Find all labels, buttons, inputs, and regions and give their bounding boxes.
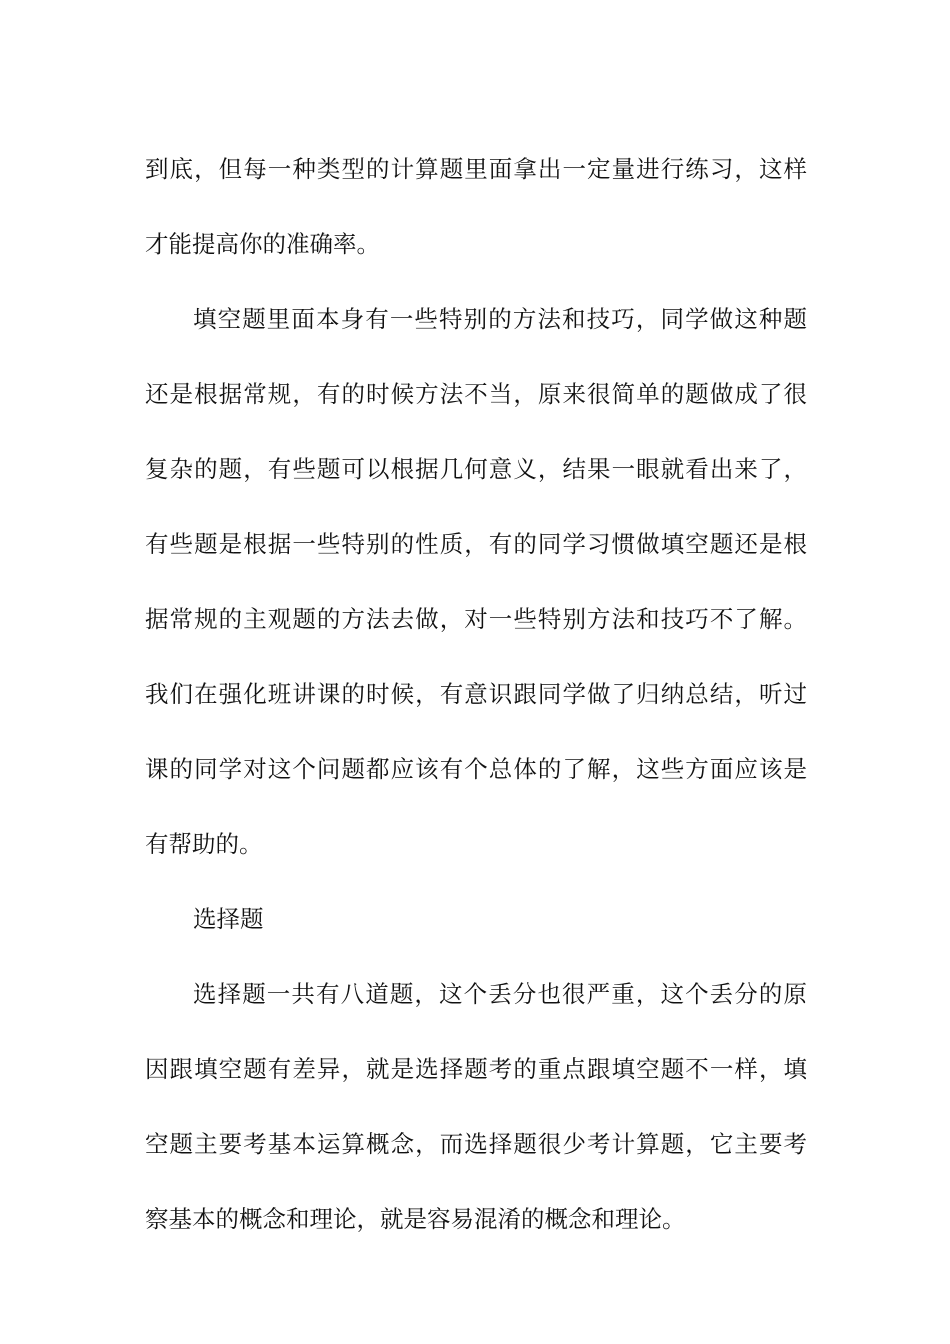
text-line: 才能提高你的准确率。 bbox=[145, 230, 380, 258]
text-line: 空题主要考基本运算概念，而选择题很少考计算题，它主要考 bbox=[145, 1130, 807, 1158]
paragraph-first-line: 填空题里面本身有一些特别的方法和技巧，同学做这种题 bbox=[193, 305, 807, 333]
text-line: 有些题是根据一些特别的性质，有的同学习惯做填空题还是根 bbox=[145, 530, 807, 558]
document-body bbox=[145, 132, 807, 1257]
text-line: 有帮助的。 bbox=[145, 830, 263, 858]
text-line: 据常规的主观题的方法去做，对一些特别方法和技巧不了解。 bbox=[145, 605, 807, 633]
paragraph-first-line: 选择题一共有八道题，这个丢分也很严重，这个丢分的原 bbox=[193, 980, 807, 1008]
text-line: 复杂的题，有些题可以根据几何意义，结果一眼就看出来了， bbox=[145, 455, 807, 483]
text-line: 察基本的概念和理论，就是容易混淆的概念和理论。 bbox=[145, 1205, 686, 1233]
text-line: 还是根据常规，有的时候方法不当，原来很简单的题做成了很 bbox=[145, 380, 807, 408]
text-line: 我们在强化班讲课的时候，有意识跟同学做了归纳总结，听过 bbox=[145, 680, 807, 708]
text-line: 到底，但每一种类型的计算题里面拿出一定量进行练习，这样 bbox=[145, 155, 807, 183]
section-heading: 选择题 bbox=[193, 905, 264, 933]
text-line: 课的同学对这个问题都应该有个总体的了解，这些方面应该是 bbox=[145, 755, 807, 783]
text-line: 因跟填空题有差异，就是选择题考的重点跟填空题不一样，填 bbox=[145, 1055, 807, 1083]
